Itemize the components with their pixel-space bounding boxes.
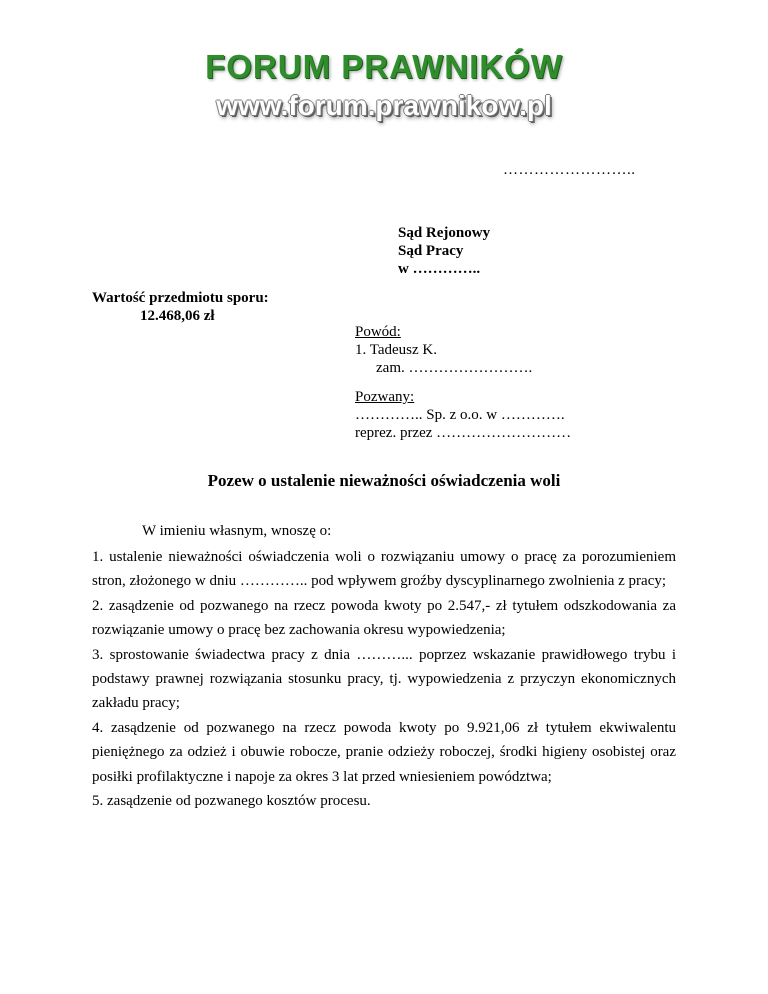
intro-text: W imieniu własnym, wnoszę o:	[142, 523, 332, 539]
claims-list	[92, 545, 676, 813]
dispute-value-label: Wartość przedmiotu sporu:	[92, 290, 269, 306]
court-line-1: Sąd Rejonowy	[398, 225, 491, 241]
defendant-name: ………….. Sp. z o.o. w ………….	[355, 407, 565, 423]
logo-url: www.forum.prawnikow.pl	[216, 90, 552, 121]
plaintiff-label: Powód:	[355, 324, 401, 340]
plaintiff-block	[355, 323, 532, 377]
claim-item: 4. zasądzenie od pozwanego na rzecz powoda kwoty po 9.921,06 zł tytułem ekwiwalentu pieniężnego za odzież i obuwie robocze, pranie odzieży roboczej, środki higieny osobistej oraz posiłki profilaktyczne i napoje za okres 3 lat przed wniesieniem powództwa;	[92, 719, 676, 785]
plaintiff-address: zam. …………………….	[376, 360, 533, 376]
defendant-representative: reprez. przez ………………………	[355, 425, 572, 441]
claim-item: 5. zasądzenie od pozwanego kosztów procesu.	[92, 793, 371, 810]
defendant-block	[355, 388, 571, 442]
court-address	[398, 224, 490, 278]
claim-item: 3. sprostowanie świadectwa pracy z dnia ………... poprzez wskazanie prawidłowego trybu i podstawy prawnej rozwiązania stosunku pracy, tj. wypowiedzenia z przyczyn ekonomicznych zakładu pracy;	[92, 646, 676, 712]
court-line-3: w …………..	[398, 261, 481, 277]
claim-item: 1. ustalenie nieważności oświadczenia woli o rozwiązaniu umowy o pracę za porozumieniem stron, złożonego w dniu ………….. pod wpływem groźby dyscyplinarnego zwolnienia z pracy;	[92, 549, 676, 590]
claim-item: 2. zasądzenie od pozwanego na rzecz powoda kwoty po 2.547,- zł tytułem odszkodowania za rozwiązanie umowy o pracę bez zachowania okresu wypowiedzenia;	[92, 597, 676, 639]
document-title: Pozew o ustalenie nieważności oświadczenia woli	[207, 471, 561, 490]
court-line-2: Sąd Pracy	[398, 243, 464, 259]
place-date-placeholder: ……………………..	[503, 162, 636, 178]
logo-title: FORUM PRAWNIKÓW	[205, 48, 563, 85]
defendant-label: Pozwany:	[355, 389, 415, 405]
dispute-value-amount: 12.468,06 zł	[140, 308, 215, 324]
plaintiff-name: 1. Tadeusz K.	[355, 342, 437, 358]
